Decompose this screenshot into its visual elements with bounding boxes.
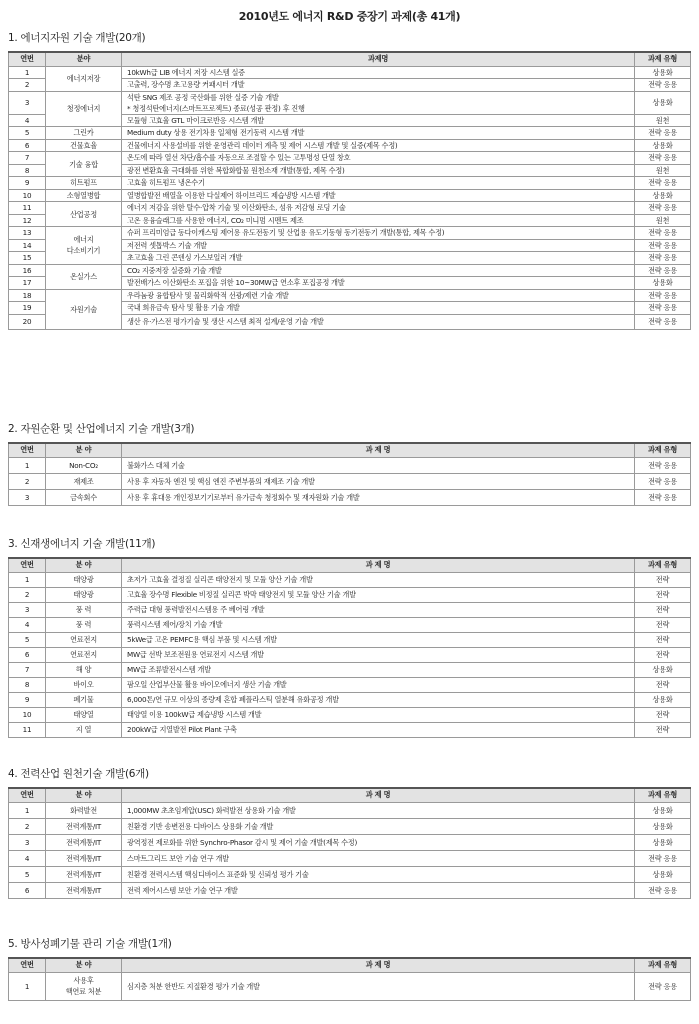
row-no: 9: [9, 692, 46, 707]
row-no: 1: [9, 457, 46, 473]
header-type: 과제 유형: [635, 443, 691, 457]
row-title: 발전배가스 이산화탄소 포집을 위한 10~30MW급 연소후 포집공정 개발: [122, 277, 635, 290]
section-1-table: [8, 51, 691, 330]
header-title: 과 제 명: [122, 443, 635, 457]
row-field: Non-CO₂: [46, 457, 122, 473]
section-title: 5. 방사성폐기물 관리 기술 개발(1개): [8, 938, 172, 950]
row-type: 상용화: [635, 866, 691, 882]
header-title: 과제명: [122, 52, 635, 66]
row-no: 10: [9, 707, 46, 722]
row-type: 전략: [635, 677, 691, 692]
row-field-multiline: [46, 972, 122, 1000]
row-no: 20: [9, 314, 46, 329]
table-row: [9, 127, 691, 140]
row-field: 그린카: [46, 127, 122, 140]
table-header-row: [9, 558, 691, 572]
row-type: 전략: [635, 707, 691, 722]
row-type: 원천: [635, 114, 691, 127]
header-field: 분 야: [46, 958, 122, 972]
row-type: 전략 응용: [635, 882, 691, 898]
row-title: 친환경 기반 송변전용 디바이스 상용화 기술 개발: [122, 818, 635, 834]
header-title: 과 제 명: [122, 958, 635, 972]
row-no: 1: [9, 802, 46, 818]
row-field: 전력계통/IT: [46, 818, 122, 834]
row-no: 5: [9, 632, 46, 647]
section-3-table: [8, 557, 691, 738]
row-field: 온실가스: [46, 264, 122, 289]
row-no: 1: [9, 572, 46, 587]
row-no: 10: [9, 189, 46, 202]
row-title: 스마트그리드 보안 기술 연구 개발: [122, 850, 635, 866]
header-field: 분야: [46, 52, 122, 66]
row-title-note: * 청정석탄에너지(스마트프로젝트) 종료(성공 판정) 후 진행: [127, 103, 305, 113]
header-type: 과제 유형: [635, 52, 691, 66]
row-no: 18: [9, 289, 46, 302]
row-type: 전략 응용: [635, 177, 691, 190]
row-type: 상용화: [635, 834, 691, 850]
header-field: 분 야: [46, 443, 122, 457]
row-title: 생산 유·가스전 평가기술 및 생산 시스템 최적 설계/운영 기술 개발: [122, 314, 635, 329]
row-no: 2: [9, 79, 46, 92]
row-no: 4: [9, 114, 46, 127]
row-type: 상용화: [635, 277, 691, 290]
section-4: [8, 766, 691, 899]
row-field: 자원기술: [46, 289, 122, 329]
row-title: 불화가스 대체 기술: [122, 457, 635, 473]
row-field: 전력계통/IT: [46, 866, 122, 882]
row-type: 전략: [635, 617, 691, 632]
header-field: 분 야: [46, 558, 122, 572]
row-title: 건물에너지 사용설비를 위한 운영관리 데이터 계측 및 제어 시스템 개발 및 실증(제목 수정): [122, 139, 635, 152]
row-no: 6: [9, 882, 46, 898]
row-field: 금속회수: [46, 489, 122, 505]
row-field-line2: 핵연료 처분: [65, 987, 102, 996]
row-no: 6: [9, 647, 46, 662]
row-title-multiline: [122, 91, 635, 114]
row-type: 전략 응용: [635, 264, 691, 277]
row-no: 3: [9, 602, 46, 617]
row-no: 6: [9, 139, 46, 152]
row-title: 열병합발전 배열을 이용한 다실제어 하이브리드 제습냉방 시스템 개발: [122, 189, 635, 202]
row-type: 전략: [635, 722, 691, 737]
row-type: 전략 응용: [635, 314, 691, 329]
row-title: 모듈형 고효율 GTL 마이크로반응 시스템 개발: [122, 114, 635, 127]
section-title: 2. 자원순환 및 산업에너지 기술 개발(3개): [8, 423, 195, 435]
row-title: 사용 후 자동차 엔진 및 핵심 엔진 주변부품의 재제조 기술 개발: [122, 473, 635, 489]
row-no: 11: [9, 202, 46, 215]
row-field: 풍 력: [46, 602, 122, 617]
row-title: 초고효율 그린 콘덴싱 가스보일러 개발: [122, 252, 635, 265]
row-title: 석탄 SNG 제조 공정 국산화를 위한 실증 기술 개발: [127, 92, 279, 102]
row-no: 4: [9, 617, 46, 632]
row-field: 폐기물: [46, 692, 122, 707]
row-title: MW급 조류발전시스템 개발: [122, 662, 635, 677]
row-title: 고효율 장수명 Flexible 비정질 실리콘 박막 태양전지 및 모듈 양산 기술 개발: [122, 587, 635, 602]
section-5-table: [8, 957, 691, 1001]
row-field: 태양광: [46, 572, 122, 587]
row-field: 해 양: [46, 662, 122, 677]
row-no: 3: [9, 91, 46, 114]
row-no: 19: [9, 302, 46, 315]
row-field: 태양광: [46, 587, 122, 602]
row-type: 전략 응용: [635, 972, 691, 1000]
row-title: 초저가 고효율 결정질 실리콘 태양전지 및 모듈 양산 기술 개발: [122, 572, 635, 587]
row-field: 바이오: [46, 677, 122, 692]
row-field: 지 열: [46, 722, 122, 737]
row-title: 광역정전 제로화를 위한 Synchro-Phasor 감시 및 제어 기술 개발(제목 수정): [122, 834, 635, 850]
row-no: 5: [9, 127, 46, 140]
row-field: 전력계통/IT: [46, 882, 122, 898]
header-field: 분 야: [46, 788, 122, 802]
row-no: 8: [9, 677, 46, 692]
table-header-row: [9, 52, 691, 66]
row-type: 전략 응용: [635, 289, 691, 302]
row-field: 태양열: [46, 707, 122, 722]
section-title: 1. 에너지자원 기술 개발(20개): [8, 32, 146, 44]
table-row: [9, 722, 691, 737]
header-title: 과 제 명: [122, 558, 635, 572]
row-type: 전략 응용: [635, 152, 691, 165]
row-field: 전력계통/IT: [46, 834, 122, 850]
row-type: 전략 응용: [635, 252, 691, 265]
table-row: [9, 882, 691, 898]
table-row: [9, 617, 691, 632]
row-field: 에너지저장: [46, 66, 122, 91]
row-type: 전략: [635, 602, 691, 617]
row-field: 산업공정: [46, 202, 122, 227]
table-row: [9, 677, 691, 692]
section-title: 3. 신재생에너지 기술 개발(11개): [8, 538, 156, 550]
row-title: 태양열 이용 100kW급 제습냉방 시스템 개발: [122, 707, 635, 722]
row-type: 전략 응용: [635, 457, 691, 473]
table-row: [9, 850, 691, 866]
row-field: 연료전지: [46, 647, 122, 662]
table-row: [9, 177, 691, 190]
row-no: 12: [9, 214, 46, 227]
row-field: 재제조: [46, 473, 122, 489]
row-type: 상용화: [635, 189, 691, 202]
row-title: 6,000톤/연 규모 이상의 종량제 혼합 폐플라스틱 열분해 유화공정 개발: [122, 692, 635, 707]
header-no: 연번: [9, 958, 46, 972]
table-row: [9, 818, 691, 834]
table-row: [9, 647, 691, 662]
table-row: [9, 587, 691, 602]
row-type: 상용화: [635, 91, 691, 114]
row-field: 전력계통/IT: [46, 850, 122, 866]
row-title: 주력급 대형 풍력발전시스템용 주 베어링 개발: [122, 602, 635, 617]
row-no: 1: [9, 66, 46, 79]
row-type: 전략 응용: [635, 227, 691, 240]
table-row: [9, 139, 691, 152]
table-header-row: [9, 443, 691, 457]
section-5: [8, 936, 691, 1001]
row-no: 7: [9, 152, 46, 165]
section-2: [8, 421, 691, 506]
section-4-table: [8, 787, 691, 899]
row-type: 상용화: [635, 692, 691, 707]
row-no: 15: [9, 252, 46, 265]
row-no: 14: [9, 239, 46, 252]
table-row: [9, 972, 691, 1000]
row-title: 국내 희유금속 탐사 및 활용 기술 개발: [122, 302, 635, 315]
row-field: 기술 융합: [46, 152, 122, 177]
section-title: 4. 전력산업 원천기술 개발(6개): [8, 768, 149, 780]
row-title: 온도에 따라 열선 차단/흡수를 자동으로 조절할 수 있는 고투명성 단열 창호: [122, 152, 635, 165]
row-type: 상용화: [635, 662, 691, 677]
row-field: 연료전지: [46, 632, 122, 647]
header-type: 과제 유형: [635, 558, 691, 572]
row-title: 고온 용융슬래그를 사용한 에너지, CO₂ 미니멈 시멘트 제조: [122, 214, 635, 227]
table-row: [9, 473, 691, 489]
row-title: CO₂ 지중저장 실증화 기술 개발: [122, 264, 635, 277]
table-row: [9, 227, 691, 240]
table-row: [9, 152, 691, 165]
row-type: 전략: [635, 647, 691, 662]
row-type: 전략: [635, 632, 691, 647]
row-field: 히트펌프: [46, 177, 122, 190]
table-row: [9, 189, 691, 202]
table-row: [9, 202, 691, 215]
row-type: 전략 응용: [635, 79, 691, 92]
row-field: 사용후: [73, 976, 94, 985]
row-field: 화력발전: [46, 802, 122, 818]
row-title: 고효율 히트펌프 냉온수기: [122, 177, 635, 190]
row-field: 풍 력: [46, 617, 122, 632]
table-row: [9, 866, 691, 882]
row-title: 친환경 전력시스템 핵심디바이스 표준화 및 신뢰성 평가 기술: [122, 866, 635, 882]
row-type: 전략: [635, 572, 691, 587]
row-title: 200kW급 지열발전 Pilot Plant 구축: [122, 722, 635, 737]
table-row: [9, 834, 691, 850]
section-3: [8, 536, 691, 738]
header-no: 연번: [9, 788, 46, 802]
row-type: 원천: [635, 214, 691, 227]
table-row: [9, 457, 691, 473]
table-row: [9, 66, 691, 79]
row-type: 전략 응용: [635, 202, 691, 215]
row-title: 심지층 처분 한반도 지질환경 평가 기술 개발: [122, 972, 635, 1000]
row-no: 11: [9, 722, 46, 737]
row-no: 16: [9, 264, 46, 277]
row-type: 원천: [635, 164, 691, 177]
row-field: 청정에너지: [46, 91, 122, 127]
row-type: 전략 응용: [635, 850, 691, 866]
row-title: Medium duty 상용 전기차용 일체형 전기동력 시스템 개발: [122, 127, 635, 140]
row-no: 3: [9, 489, 46, 505]
row-type: 상용화: [635, 66, 691, 79]
row-type: 전략: [635, 587, 691, 602]
table-row: [9, 692, 691, 707]
row-title: 풍력시스템 제어/장치 기술 개발: [122, 617, 635, 632]
table-row: [9, 662, 691, 677]
row-title: 사용 후 휴대용 개인정보기기로부터 유가금속 청정회수 및 재자원화 기술 개발: [122, 489, 635, 505]
row-no: 9: [9, 177, 46, 190]
table-row: [9, 802, 691, 818]
header-type: 과제 유형: [635, 788, 691, 802]
row-no: 2: [9, 473, 46, 489]
row-title: 1,000MW 초초임계압(USC) 화력발전 상용화 기술 개발: [122, 802, 635, 818]
header-type: 과제 유형: [635, 958, 691, 972]
table-row: [9, 91, 691, 114]
row-no: 1: [9, 972, 46, 1000]
table-row: [9, 289, 691, 302]
row-title: 5kWe급 고온 PEMFC용 핵심 부품 및 시스템 개발: [122, 632, 635, 647]
header-no: 연번: [9, 443, 46, 457]
row-title: MW급 선박 보조전원용 연료전지 시스템 개발: [122, 647, 635, 662]
table-row: [9, 572, 691, 587]
row-type: 상용화: [635, 802, 691, 818]
section-2-table: [8, 442, 691, 506]
row-no: 5: [9, 866, 46, 882]
row-type: 전략 응용: [635, 473, 691, 489]
row-field-multiline: [46, 227, 122, 265]
row-no: 8: [9, 164, 46, 177]
table-row: [9, 602, 691, 617]
row-title: 에너지 저감을 위한 탈수·압착 기술 및 이산화탄소, 섬유 저감형 로딩 기술: [122, 202, 635, 215]
header-no: 연번: [9, 558, 46, 572]
row-no: 13: [9, 227, 46, 240]
document-title: 2010년도 에너지 R&D 중장기 과제(총 41개): [238, 10, 461, 23]
table-row: [9, 489, 691, 505]
table-row: [9, 264, 691, 277]
table-header-row: [9, 788, 691, 802]
row-type: 상용화: [635, 818, 691, 834]
row-field-line2: 다소비기기: [66, 246, 101, 256]
row-title: 고출력, 장수명 초고용량 커패시터 개발: [122, 79, 635, 92]
row-no: 4: [9, 850, 46, 866]
row-field: 건물효율: [46, 139, 122, 152]
row-title: 광전 변환효율 극대화를 위한 복합화합물 원천소재 개발(통합, 제목 수정): [122, 164, 635, 177]
header-no: 연번: [9, 52, 46, 66]
row-title: 전력 제어시스템 보안 기술 연구 개발: [122, 882, 635, 898]
table-header-row: [9, 958, 691, 972]
row-no: 7: [9, 662, 46, 677]
row-no: 3: [9, 834, 46, 850]
header-title: 과 제 명: [122, 788, 635, 802]
row-title: 슈퍼 프리미엄급 동다이캐스팅 제어용 유도전동기 및 산업용 유도기동형 동기전동기 개발(통합, 제목 수정): [122, 227, 635, 240]
row-field: 에너지: [73, 235, 94, 245]
row-type: 전략 응용: [635, 239, 691, 252]
row-type: 전략 응용: [635, 127, 691, 140]
row-title: 저전력 셋톱박스 기술 개발: [122, 239, 635, 252]
row-no: 2: [9, 587, 46, 602]
row-field: 소형열병합: [46, 189, 122, 202]
row-type: 전략 응용: [635, 302, 691, 315]
row-no: 17: [9, 277, 46, 290]
row-no: 2: [9, 818, 46, 834]
table-row: [9, 632, 691, 647]
row-title: 우라늄광 융합탐사 및 물리화학적 선광/제련 기술 개발: [122, 289, 635, 302]
row-type: 상용화: [635, 139, 691, 152]
row-type: 전략 응용: [635, 489, 691, 505]
row-title: 10kWh급 LIB 에너지 저장 시스템 실증: [122, 66, 635, 79]
row-title: 팜오일 산업부산물 활용 바이오에너지 생산 기술 개발: [122, 677, 635, 692]
section-1: [8, 30, 691, 330]
table-row: [9, 707, 691, 722]
